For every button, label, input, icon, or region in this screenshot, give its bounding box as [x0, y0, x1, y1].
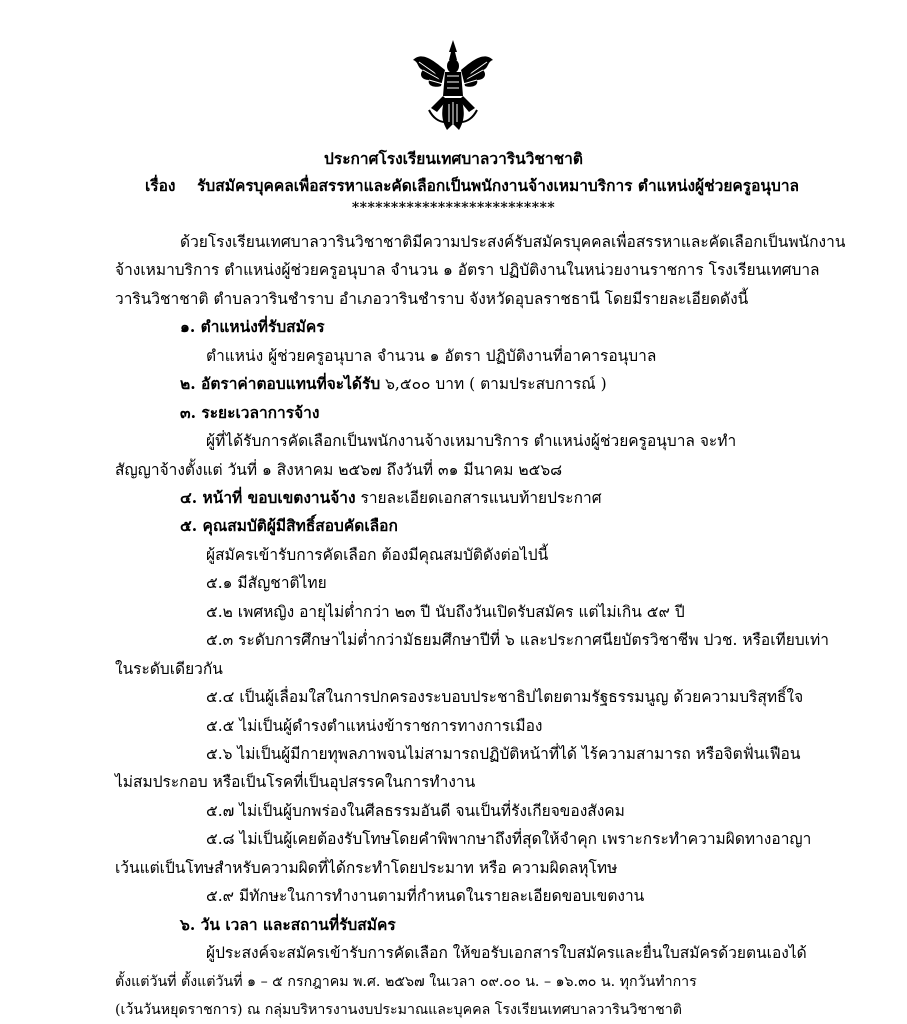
section-4-heading: ๔. หน้าที่ ขอบเขตงานจ้าง	[180, 488, 356, 507]
section-2	[180, 374, 607, 394]
section-5-7: ๕.๗ ไม่เป็นผู้บกพร่องในศีลธรรมอันดี จนเป็นที่รังเกียจของสังคม	[206, 802, 625, 820]
section-1-body: ตำแหน่ง ผู้ช่วยครูอนุบาล จำนวน ๑ อัตรา ปฏิบัติงานที่อาคารอนุบาล	[206, 347, 657, 365]
section-5-1: ๕.๑ มีสัญชาติไทย	[206, 574, 327, 592]
section-6-heading: ๖. วัน เวลา และสถานที่รับสมัคร	[180, 915, 396, 934]
section-4-value: รายละเอียดเอกสารแนบท้ายประกาศ	[355, 489, 602, 507]
section-3-line-2: สัญญาจ้างตั้งแต่ วันที่ ๑ สิงหาคม ๒๕๖๗ ถึงวันที่ ๓๑ มีนาคม ๒๕๖๘	[115, 461, 563, 479]
section-5-6-line-1: ๕.๖ ไม่เป็นผู้มีกายทุพลภาพจนไม่สามารถปฏิบัติหน้าที่ได้ ไร้ความสามารถ หรือจิตฟั่นเฟือน	[206, 745, 801, 763]
section-2-value: ๖,๕๐๐ บาท ( ตามประสบการณ์ )	[380, 375, 607, 393]
garuda-emblem-icon	[411, 38, 495, 136]
section-6-line-2: ตั้งแต่วันที่ ตั้งแต่วันที่ ๑ – ๕ กรกฎาคม พ.ศ. ๒๕๖๗ ในเวลา ๐๙.๐๐ น. – ๑๖.๓๐ น. ทุกวันทำการ	[115, 974, 697, 990]
section-5-heading: ๕. คุณสมบัติผู้มีสิทธิ์สอบคัดเลือก	[180, 516, 398, 535]
section-3-line-1: ผู้ที่ได้รับการคัดเลือกเป็นพนักงานจ้างเหมาบริการ ตำแหน่งผู้ช่วยครูอนุบาล จะทำ	[206, 432, 737, 450]
section-5-2: ๕.๒ เพศหญิง อายุไม่ต่ำกว่า ๒๓ ปี นับถึงวันเปิดรับสมัคร แต่ไม่เกิน ๕๙ ปี	[206, 603, 685, 621]
document-title: ประกาศโรงเรียนเทศบาลวารินวิชาชาติ	[324, 149, 583, 168]
section-4	[180, 488, 602, 508]
subject-text: รับสมัครบุคคลเพื่อสรรหาและคัดเลือกเป็นพนักงานจ้างเหมาบริการ ตำแหน่งผู้ช่วยครูอนุบาล	[197, 176, 800, 195]
section-1-heading: ๑. ตำแหน่งที่รับสมัคร	[180, 317, 325, 336]
intro-line-3: วารินวิชาชาติ ตำบลวารินชำราบ อำเภอวารินชำราบ จังหวัดอุบลราชธานี โดยมีรายละเอียดดังนี้	[115, 290, 749, 308]
section-5-8-line-2: เว้นแต่เป็นโทษสำหรับความผิดที่ได้กระทำโดยประมาท หรือ ความผิดลหุโทษ	[115, 859, 618, 877]
section-5-6-line-2: ไม่สมประกอบ หรือเป็นโรคที่เป็นอุปสรรคในการทำงาน	[115, 773, 476, 791]
section-5-intro: ผู้สมัครเข้ารับการคัดเลือก ต้องมีคุณสมบัติดังต่อไปนี้	[206, 546, 549, 564]
section-5-3-line-2: ในระดับเดียวกัน	[115, 660, 223, 678]
section-3-heading: ๓. ระยะเวลาการจ้าง	[180, 403, 320, 422]
section-5-3-line-1: ๕.๓ ระดับการศึกษาไม่ต่ำกว่ามัธยมศึกษาปีที่ ๖ และประกาศนียบัตรวิชาชีพ ปวช. หรือเทียบเท่า	[206, 631, 829, 649]
section-2-heading: ๒. อัตราค่าตอบแทนที่จะได้รับ	[180, 374, 381, 393]
section-5-4: ๕.๔ เป็นผู้เลื่อมใสในการปกครองระบอบประชาธิปไตยตามรัฐธรรมนูญ ด้วยความบริสุทธิ์ใจ	[206, 688, 804, 706]
intro-line-2: จ้างเหมาบริการ ตำแหน่งผู้ช่วยครูอนุบาล จำนวน ๑ อัตรา ปฏิบัติงานในหน่วยงานราชการ โรงเรียนเทศบาล	[115, 261, 820, 279]
subject-label: เรื่อง	[145, 176, 176, 195]
section-5-8-line-1: ๕.๘ ไม่เป็นผู้เคยต้องรับโทษโดยคำพิพากษาถึงที่สุดให้จำคุก เพราะกระทำความผิดทางอาญา	[206, 830, 812, 848]
intro-line-1: ด้วยโรงเรียนเทศบาลวารินวิชาชาติมีความประสงค์รับสมัครบุคคลเพื่อสรรหาและคัดเลือกเป็นพนักงาน	[180, 233, 846, 251]
section-6-line-1: ผู้ประสงค์จะสมัครเข้ารับการคัดเลือก ให้ขอรับเอกสารใบสมัครและยื่นใบสมัครด้วยตนเองได้	[206, 944, 807, 962]
section-5-9: ๕.๙ มีทักษะในการทำงานตามที่กำหนดในรายละเอียดขอบเขตงาน	[206, 887, 645, 905]
section-6-line-3: (เว้นวันหยุดราชการ) ณ กลุ่มบริหารงานงบประมาณและบุคคล โรงเรียนเทศบาลวารินวิชาชาติ	[115, 1002, 682, 1018]
section-5-5: ๕.๕ ไม่เป็นผู้ดำรงตำแหน่งข้าราชการทางการเมือง	[206, 717, 543, 735]
subject-line	[145, 176, 799, 196]
title-divider: **************************	[351, 200, 556, 216]
